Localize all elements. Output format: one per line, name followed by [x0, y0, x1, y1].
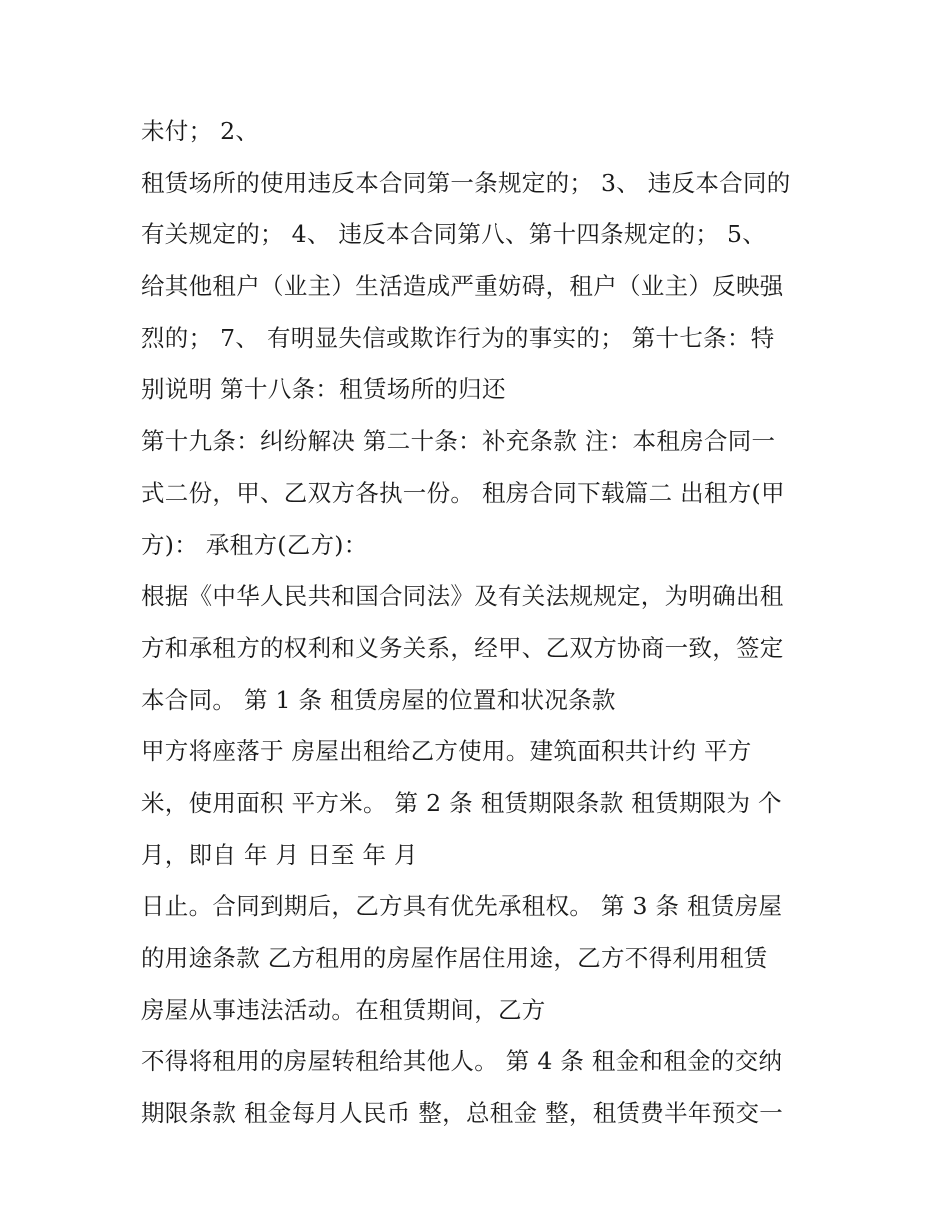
text-line: 第十九条：纠纷解决 第二十条：补充条款 注：本租房合同一 — [141, 427, 776, 456]
contract-text — [141, 108, 841, 1142]
text-line: 式二份，甲、乙双方各执一份。 租房合同下载篇二 出租方(甲 — [141, 478, 785, 507]
text-line: 米，使用面积 平方米。 第 2 条 租赁期限条款 租赁期限为 个 — [141, 788, 782, 817]
text-line: 期限条款 租金每月人民币 整，总租金 整，租赁费半年预交一 — [141, 1099, 784, 1128]
text-line: 租赁场所的使用违反本合同第一条规定的； 3、 违反本合同的 — [141, 168, 791, 197]
text-line: 别说明 第十八条：租赁场所的归还 — [141, 375, 506, 404]
text-line: 日止。合同到期后，乙方具有优先承租权。 第 3 条 租赁房屋 — [141, 892, 783, 921]
text-line: 本合同。 第 1 条 租赁房屋的位置和状况条款 — [141, 685, 616, 714]
text-line: 房屋从事违法活动。在租赁期间，乙方 — [141, 995, 546, 1024]
text-line: 给其他租户（业主）生活造成严重妨碍，租户（业主）反映强 — [141, 272, 784, 301]
text-line: 月，即自 年 月 日至 年 月 — [141, 840, 418, 869]
text-line: 方)： 承租方(乙方)： — [141, 530, 368, 559]
text-line: 不得将租用的房屋转租给其他人。 第 4 条 租金和租金的交纳 — [141, 1047, 783, 1076]
text-line: 烈的； 7、 有明显失信或欺诈行为的事实的； 第十七条：特 — [141, 323, 775, 352]
text-line: 的用途条款 乙方租用的房屋作居住用途，乙方不得利用租赁 — [141, 944, 768, 972]
text-line: 未付； 2、 — [141, 117, 260, 145]
text-line: 甲方将座落于 房屋出租给乙方使用。建筑面积共计约 平方 — [141, 737, 752, 766]
text-line: 有关规定的； 4、 违反本合同第八、第十四条规定的； 5、 — [141, 220, 767, 249]
text-line: 根据《中华人民共和国合同法》及有关法规规定，为明确出租 — [141, 582, 784, 611]
text-line: 方和承租方的权利和义务关系，经甲、乙双方协商一致，签定 — [141, 633, 784, 662]
